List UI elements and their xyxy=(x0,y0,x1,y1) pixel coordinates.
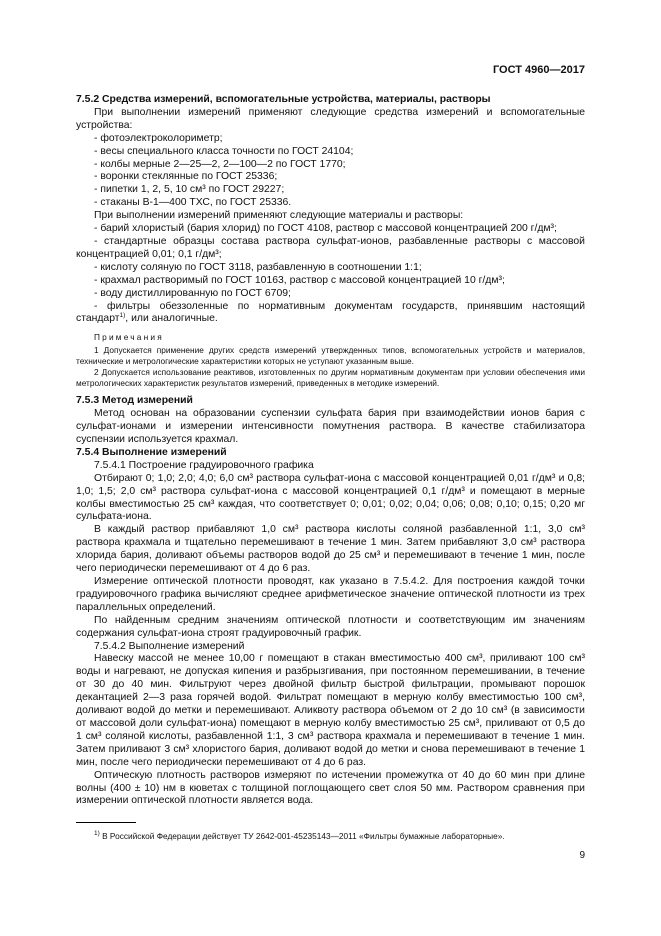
paragraph: По найденным средним значениям оптической плотности и соответствующим им значениям содержания сульфат-иона строят градуировочный график. xyxy=(76,614,585,639)
list-item: - пипетки 1, 2, 5, 10 см³ по ГОСТ 29227; xyxy=(94,184,285,196)
list-item: - весы специального класса точности по ГОСТ 24104; xyxy=(94,145,354,157)
footnote-divider xyxy=(76,822,136,823)
paragraph: При выполнении измерений применяют следующие материалы и растворы: xyxy=(94,210,464,222)
page-number: 9 xyxy=(579,850,585,861)
section-7-5-2-title: 7.5.2 Средства измерений, вспомогательные устройства, материалы, растворы xyxy=(76,94,491,105)
main-text xyxy=(76,94,585,808)
list-item: - кислоту соляную по ГОСТ 3118, разбавленную в соотношении 1:1; xyxy=(94,261,422,273)
footnote-ref: 1) xyxy=(119,312,126,320)
paragraph: В каждый раствор прибавляют 1,0 см³ раствора кислоты соляной разбавленной 1:1, 3,0 см³ раствора крахмала и тщательно перемешивают в течение 1 мин. Затем прибавляют 3,0 см³ раствора хлорида бария, доливают объемы растворов водой до 25 см³ и перемешивают в течение 1 мин, после чего периодически перемешивают от 4 до 6 раз. xyxy=(76,524,585,575)
list-item: - барий хлористый (бария хлорид) по ГОСТ 4108, раствор с массовой концентрацией 200 г/дм³; xyxy=(94,223,557,235)
notes-heading: Примечания xyxy=(94,332,164,343)
note: 1 Допускается применение других средств измерений утвержденных типов, вспомогательных устройств и материалов, технические и метрологические характеристики которых не уступают указанным выше. xyxy=(76,345,585,367)
list-item-text: , или аналогичные. xyxy=(125,313,218,325)
list-item xyxy=(76,301,585,327)
notes-block xyxy=(76,332,585,389)
list-item-text: - фильтры обеззоленные по нормативным документам государств, принявшим настоящий стандарт xyxy=(76,300,585,325)
paragraph: Оптическую плотность растворов измеряют по истечении промежутка от 40 до 60 мин при длине волны (400 ± 10) нм в кюветах с толщиной поглощающего свет слоя 50 мм. Раствором сравнения при измерении оптической плотности является вода. xyxy=(76,769,585,807)
list-item: - крахмал растворимый по ГОСТ 10163, раствор с массовой концентрацией 10 г/дм³; xyxy=(94,274,505,286)
paragraph: Метод основан на образовании суспензии сульфата бария при взаимодействии ионов бария с сульфат-ионами и измерении интенсивности помутнения раствора. В качестве стабилизатора суспензии используется крахмал. xyxy=(76,408,585,446)
list-item: - стандартные образцы состава раствора сульфат-ионов, разбавленные растворы с массовой концентрацией 0,01; 0,1 г/дм³; xyxy=(76,235,585,260)
subsection-title: 7.5.4.1 Построение градуировочного графика xyxy=(94,459,314,471)
list-item: - колбы мерные 2—25—2, 2—100—2 по ГОСТ 1770; xyxy=(94,158,346,170)
paragraph: При выполнении измерений применяют следующие средства измерений и вспомогательные устройства: xyxy=(76,106,585,131)
paragraph: Навеску массой не менее 10,00 г помещают в стакан вместимостью 400 см³, приливают 100 см³ воды и нагревают, не допуская кипения и разбрызгивания, при постоянном перемешивании, в течение от 30 до 40 мин. Фильтруют через двойной фильтр быстрой фильтрации, промывают порошок декантацией 2—3 раза горячей водой. Фильтрат помещают в мерную колбу вместимостью 100 см³, доливают водой до метки и перемешивают. Аликвоту раствора объемом от 2 до 10 см³ (в зависимости от массовой доли сульфат-иона) помещают в мерную колбу вместимостью 25 см³, приливают от 0,5 до 1 см³ соляной кислоты, разбавленной 1:1, 3 см³ раствора крахмала и перемешивают в течение 1 мин. Затем приливают 3 см³ хлористого бария, доливают водой до метки и снова перемешивают в течение 1 мин, после чего периодически перемешивают от 4 до 6 раз. xyxy=(76,653,585,768)
paragraph: Отбирают 0; 1,0; 2,0; 4,0; 6,0 см³ раствора сульфат-иона с массовой концентрацией 0,01 г/дм³ и 0,8; 1,0; 1,5; 2,0 см³ раствора сульфат-иона с массовой концентрацией 0,1 г/дм³ и помещают в мерные колбы вместимостью 25 см³ каждая, что соответствует 0; 0,01; 0,02; 0,04; 0,06; 0,08; 0,10; 0,15; 0,20 мг сульфата-иона. xyxy=(76,472,585,523)
list-item: - воронки стеклянные по ГОСТ 25336; xyxy=(94,171,278,183)
note: 2 Допускается использование реактивов, изготовленных по другим нормативным документам при условии обеспечения ими метрологических характеристик результатов измерений, приведенных в методике измерений. xyxy=(76,367,585,389)
list-item: - фотоэлектроколориметр; xyxy=(94,132,223,144)
section-7-5-3-title: 7.5.3 Метод измерений xyxy=(76,395,193,407)
standard-header: ГОСТ 4960—2017 xyxy=(492,64,585,76)
footnote xyxy=(94,831,505,841)
list-item: - стаканы В-1—400 ТХС, по ГОСТ 25336. xyxy=(94,197,292,209)
section-7-5-4-title: 7.5.4 Выполнение измерений xyxy=(76,446,227,458)
footnote-text: В Российской Федерации действует ТУ 2642-001-45235143—2011 «Фильтры бумажные лабораторные». xyxy=(99,831,505,841)
footnote-mark: 1) xyxy=(94,830,100,837)
subsection-title: 7.5.4.2 Выполнение измерений xyxy=(94,640,245,652)
list-item: - воду дистиллированную по ГОСТ 6709; xyxy=(94,287,291,299)
paragraph: Измерение оптической плотности проводят, как указано в 7.5.4.2. Для построения каждой точки градуировочного графика вычисляют среднее арифметическое значение оптической плотности из трех параллельных определений. xyxy=(76,576,585,613)
